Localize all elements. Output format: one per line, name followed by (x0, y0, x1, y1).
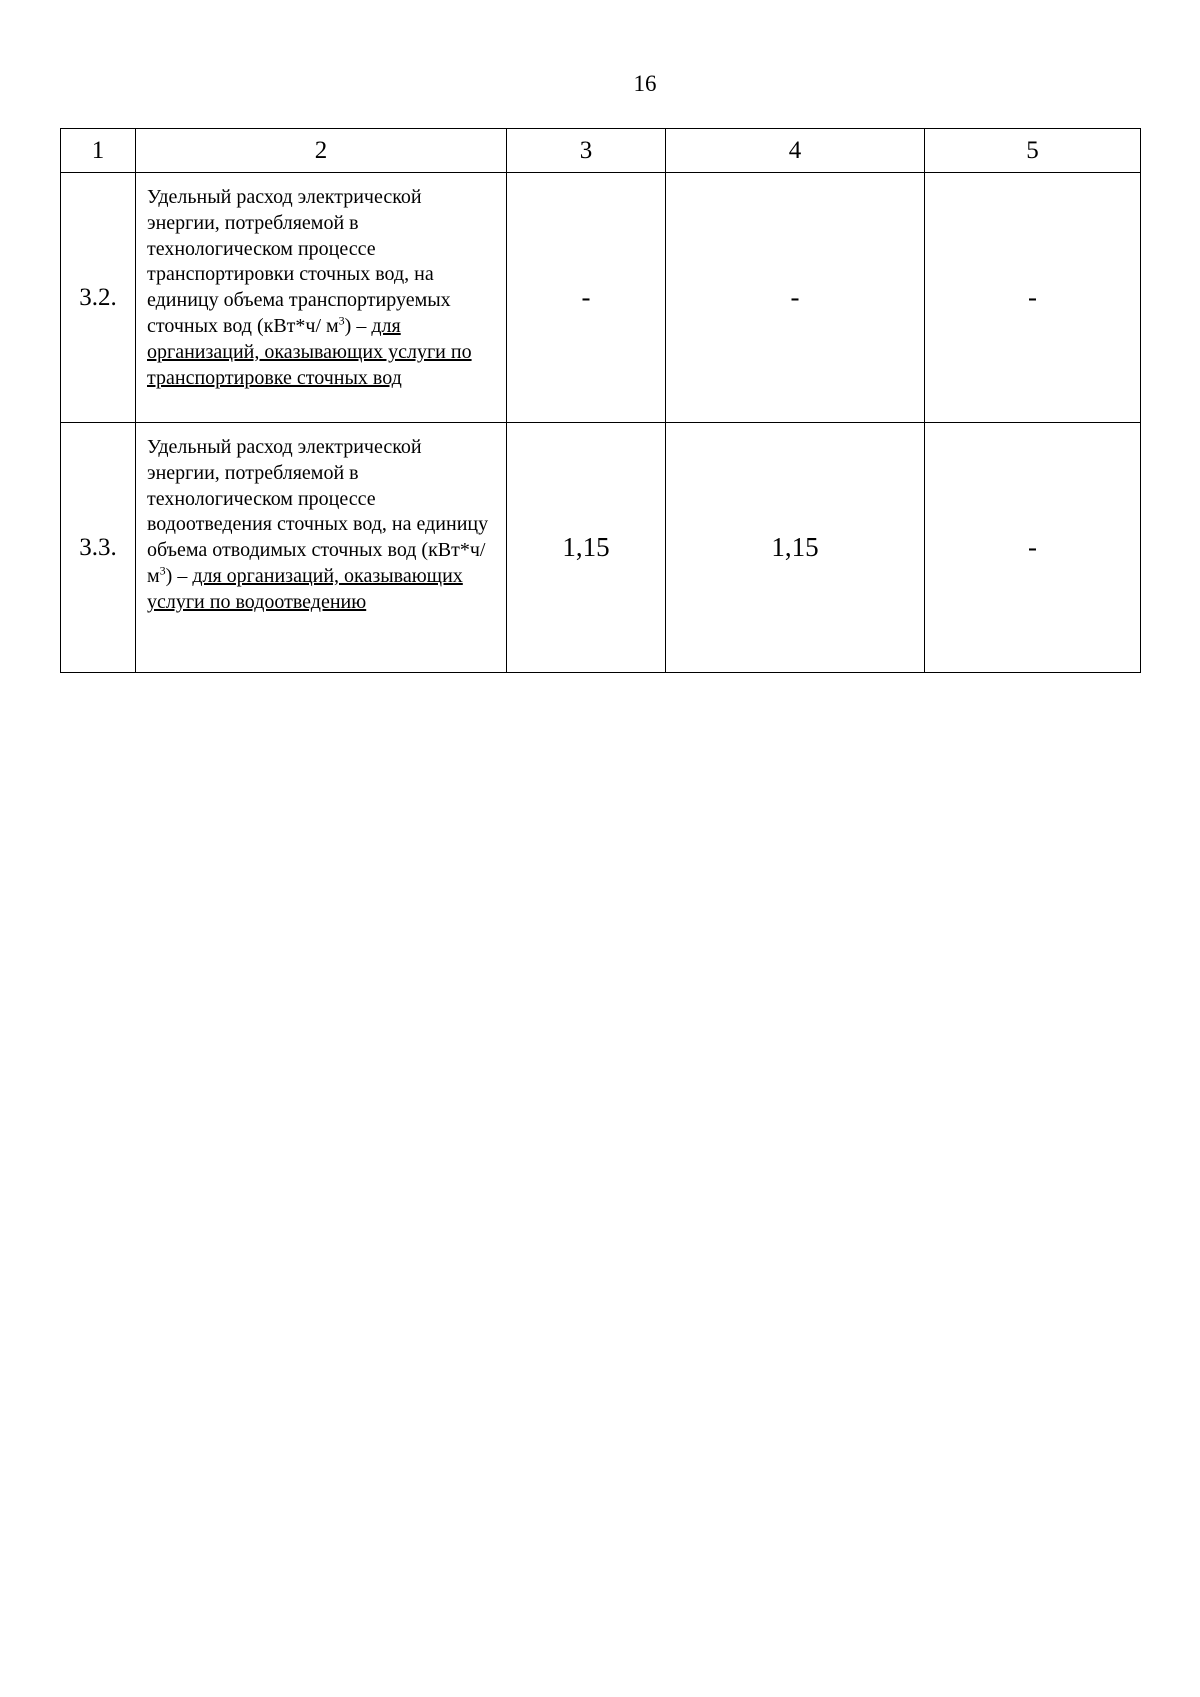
value-col5: - (925, 173, 1141, 423)
description-underlined: для организаций, оказывающих услуги по водоотведению (147, 564, 463, 613)
row-description (136, 423, 507, 673)
header-cell: 5 (925, 129, 1141, 173)
row-number: 3.2. (61, 173, 136, 423)
description-text-after: ) – (344, 314, 372, 337)
table-row (61, 423, 1141, 673)
row-description (136, 173, 507, 423)
value-col3: - (507, 173, 666, 423)
description-text: Удельный расход электрической энергии, потребляемой в технологическом процессе транспортировки сточных вод, на единицу объема транспортируемых сточных вод (кВт*ч/ м (147, 186, 451, 337)
table-header-row (61, 129, 1141, 173)
description-text: Удельный расход электрической энергии, потребляемой в технологическом процессе водоотведения сточных вод, на единицу объема отводимых сточных вод (кВт*ч/ м (147, 436, 489, 587)
description-text-after: ) – (165, 564, 193, 587)
page-number: 16 (633, 71, 657, 96)
table-row (61, 173, 1141, 423)
description-underlined: для организаций, оказывающих услуги по транспортировке сточных вод (147, 314, 472, 389)
value-col4: - (666, 173, 925, 423)
header-cell: 3 (507, 129, 666, 173)
header-cell: 1 (61, 129, 136, 173)
row-number: 3.3. (61, 423, 136, 673)
superscript: 3 (159, 563, 166, 578)
indicator-table (60, 128, 1141, 673)
value-col4: 1,15 (666, 423, 925, 673)
header-cell: 4 (666, 129, 925, 173)
superscript: 3 (338, 313, 345, 328)
header-cell: 2 (136, 129, 507, 173)
value-col3: 1,15 (507, 423, 666, 673)
value-col5: - (925, 423, 1141, 673)
